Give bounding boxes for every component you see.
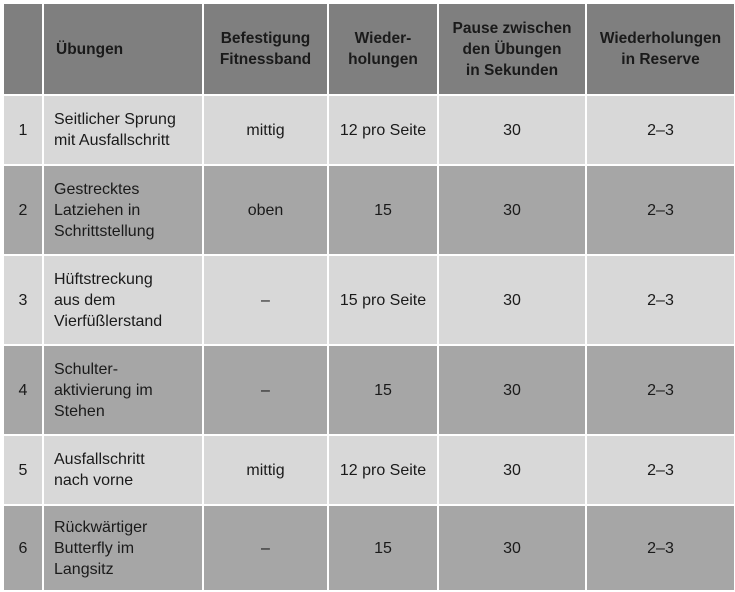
reps-in-reserve: 2–3 xyxy=(586,435,735,505)
header-repetitions: Wieder- holungen xyxy=(328,3,438,95)
header-exercises: Übungen xyxy=(43,3,203,95)
exercise-name: Seitlicher Sprung mit Ausfallschritt xyxy=(43,95,203,165)
repetitions: 12 pro Seite xyxy=(328,435,438,505)
header-reps-in-reserve: Wiederholungen in Reserve xyxy=(586,3,735,95)
repetitions: 15 xyxy=(328,505,438,591)
pause-seconds: 30 xyxy=(438,345,586,435)
header-band-attachment: Befestigung Fitnessband xyxy=(203,3,328,95)
row-number: 3 xyxy=(3,255,43,345)
exercise-table xyxy=(2,2,735,592)
exercise-table-container xyxy=(2,2,734,590)
reps-in-reserve: 2–3 xyxy=(586,165,735,255)
band-attachment: mittig xyxy=(203,435,328,505)
repetitions: 15 xyxy=(328,345,438,435)
band-attachment: – xyxy=(203,345,328,435)
row-number: 2 xyxy=(3,165,43,255)
table-row xyxy=(3,505,735,591)
reps-in-reserve: 2–3 xyxy=(586,505,735,591)
repetitions: 15 pro Seite xyxy=(328,255,438,345)
table-row xyxy=(3,345,735,435)
header-row xyxy=(3,3,735,95)
exercise-name: Hüftstreckung aus dem Vierfüßlerstand xyxy=(43,255,203,345)
table-row xyxy=(3,95,735,165)
reps-in-reserve: 2–3 xyxy=(586,345,735,435)
reps-in-reserve: 2–3 xyxy=(586,95,735,165)
pause-seconds: 30 xyxy=(438,505,586,591)
band-attachment: – xyxy=(203,255,328,345)
repetitions: 15 xyxy=(328,165,438,255)
repetitions: 12 pro Seite xyxy=(328,95,438,165)
exercise-name: Rückwärtiger Butterfly im Langsitz xyxy=(43,505,203,591)
table-row xyxy=(3,435,735,505)
row-number: 5 xyxy=(3,435,43,505)
band-attachment: – xyxy=(203,505,328,591)
table-row xyxy=(3,165,735,255)
pause-seconds: 30 xyxy=(438,255,586,345)
row-number: 6 xyxy=(3,505,43,591)
band-attachment: oben xyxy=(203,165,328,255)
row-number: 4 xyxy=(3,345,43,435)
pause-seconds: 30 xyxy=(438,435,586,505)
header-pause: Pause zwischen den Übungen in Sekunden xyxy=(438,3,586,95)
exercise-name: Schulter- aktivierung im Stehen xyxy=(43,345,203,435)
exercise-name: Ausfallschritt nach vorne xyxy=(43,435,203,505)
pause-seconds: 30 xyxy=(438,165,586,255)
exercise-name: Gestrecktes Latziehen in Schrittstellung xyxy=(43,165,203,255)
table-row xyxy=(3,255,735,345)
row-number: 1 xyxy=(3,95,43,165)
band-attachment: mittig xyxy=(203,95,328,165)
pause-seconds: 30 xyxy=(438,95,586,165)
reps-in-reserve: 2–3 xyxy=(586,255,735,345)
header-number xyxy=(3,3,43,95)
